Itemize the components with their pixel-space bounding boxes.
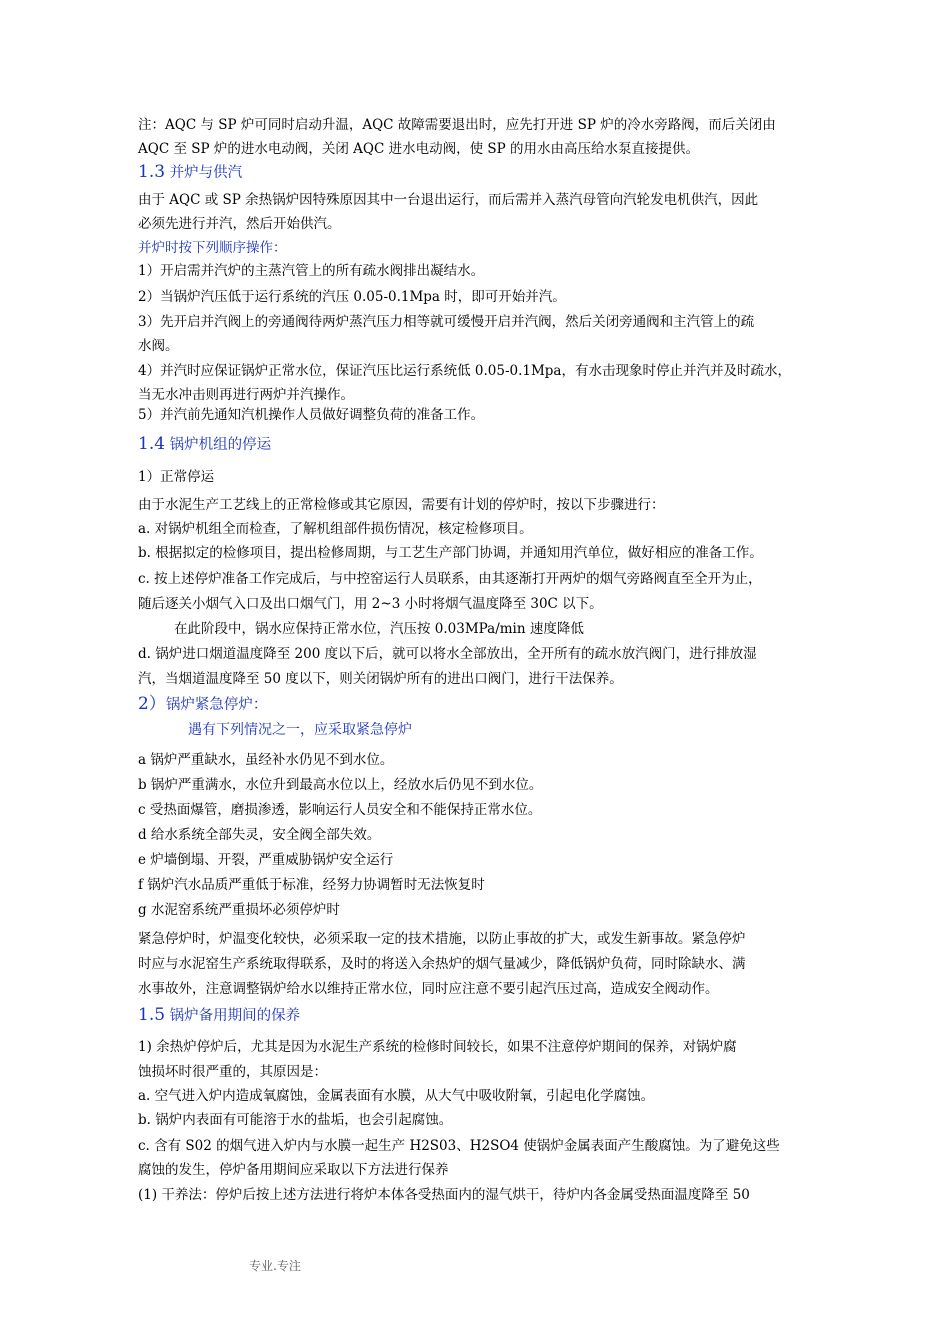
heading-text: 锅炉机组的停运 (165, 437, 272, 453)
page-footer: 专业.专注 (249, 1259, 301, 1273)
heading-1-4 (138, 435, 271, 454)
emergency-intro: 遇有下列情况之一，应采取紧急停炉 (188, 722, 412, 738)
list-item: a 锅炉严重缺水，虽经补水仍见不到水位。 (138, 752, 394, 768)
list-item-cont: 当无水冲击则再进行两炉并汽操作。 (138, 387, 354, 403)
list-item: b. 根据拟定的检修项目，提出检修周期，与工艺生产部门协调，并通知用汽单位，做好相应的准备工作。 (138, 545, 763, 561)
heading-number: 1.3 (138, 162, 166, 182)
heading-emergency-stop (138, 695, 267, 714)
heading-number: 1.4 (138, 434, 166, 454)
heading-1-3 (138, 163, 242, 182)
list-item-cont: 随后逐关小烟气入口及出口烟气门，用 2~3 小时将烟气温度降至 30C 以下。 (138, 596, 603, 612)
paragraph-line: 必须先进行并汽，然后开始供汽。 (138, 216, 341, 232)
paragraph-line: 由于 AQC 或 SP 余热锅炉因特殊原因其中一台退出运行，而后需并入蒸汽母管向汽轮发电机供汽，因此 (138, 192, 759, 208)
heading-text: 并炉与供汽 (165, 165, 243, 181)
list-item: a. 空气进入炉内造成氧腐蚀，金属表面有水膜，从大气中吸收附氧，引起电化学腐蚀。 (138, 1088, 655, 1104)
list-item: f 锅炉汽水品质严重低于标准，经努力协调暂时无法恢复时 (138, 877, 485, 893)
list-item: 2）当锅炉汽压低于运行系统的汽压 0.05-0.1Mpa 时，即可开始并汽。 (138, 289, 566, 305)
list-item: 4）并汽时应保证锅炉正常水位，保证汽压比运行系统低 0.05-0.1Mpa，有水击现象时停止并汽并及时疏水， (138, 363, 791, 379)
paragraph-line: 由于水泥生产工艺线上的正常检修或其它原因，需要有计划的停炉时，按以下步骤进行： (138, 497, 665, 513)
subheading-normal-stop: 1）正常停运 (138, 469, 215, 485)
indented-line: 在此阶段中，锅水应保持正常水位，汽压按 0.03MPa/min 速度降低 (174, 621, 584, 637)
list-item: a. 对锅炉机组全而检查，了解机组部件损伤情况，核定检修项目。 (138, 521, 533, 537)
paragraph-line: 时应与水泥窑生产系统取得联系，及时的将送入余热炉的烟气量减少，降低锅炉负荷，同时除缺水、满 (138, 956, 746, 972)
list-item-cont: 腐蚀的发生，停炉备用期间应采取以下方法进行保养 (138, 1162, 449, 1178)
paragraph-line: 紧急停炉时，炉温变化较快，必须采取一定的技术措施，以防止事故的扩大，或发生新事故。紧急停炉 (138, 931, 746, 947)
list-item: d. 锅炉进口烟道温度降至 200 度以下后，就可以将水全部放出，全开所有的疏水放汽阀门，进行排放湿 (138, 646, 757, 662)
list-item: c. 含有 S02 的烟气进入炉内与水膜一起生产 H2S03、H2SO4 使锅炉金属表面产生酸腐蚀。为了避免这些 (138, 1138, 780, 1154)
heading-number: 1.5 (138, 1005, 166, 1025)
note-line-1: 注：AQC 与 SP 炉可同时启动升温，AQC 故障需要退出时，应先打开进 SP 炉的冷水旁路阀，而后关闭由 (138, 117, 776, 133)
list-item: b 锅炉严重满水，水位升到最高水位以上，经放水后仍见不到水位。 (138, 777, 543, 793)
heading-number: 2） (138, 694, 166, 714)
list-item-cont: 水阀。 (138, 338, 179, 354)
list-item: e 炉墙倒塌、开裂，严重威胁锅炉安全运行 (138, 852, 394, 868)
list-item-cont: 汽，当烟道温度降至 50 度以下，则关闭锅炉所有的进出口阀门，进行干法保养。 (138, 671, 623, 687)
list-item: d 给水系统全部失灵，安全阀全部失效。 (138, 827, 381, 843)
paragraph-line: 水事故外，注意调整锅炉给水以维持正常水位，同时应注意不要引起汽压过高，造成安全阀动作。 (138, 981, 719, 997)
list-item: g 水泥窑系统严重损坏必须停炉时 (138, 902, 340, 918)
list-item: (1) 干养法：停炉后按上述方法进行将炉本体各受热面内的湿气烘干，待炉内各金属受热面温度降至 50 (138, 1187, 750, 1203)
list-item: 5）并汽前先通知汽机操作人员做好调整负荷的准备工作。 (138, 407, 485, 423)
heading-1-5 (138, 1006, 300, 1025)
list-item: c 受热面爆管，磨损渗透，影响运行人员安全和不能保持正常水位。 (138, 802, 542, 818)
paragraph-line: 1) 余热炉停炉后，尤其是因为水泥生产系统的检修时间较长，如果不注意停炉期间的保养，对锅炉腐 (138, 1039, 737, 1055)
list-item: b. 锅炉内表面有可能溶于水的盐垢，也会引起腐蚀。 (138, 1112, 453, 1128)
list-item: c. 按上述停炉准备工作完成后，与中控窑运行人员联系，由其逐渐打开两炉的烟气旁路阀直至全开为止， (138, 571, 762, 587)
subheading-procedure: 并炉时按下列顺序操作： (138, 240, 287, 256)
list-item: 1）开启需并汽炉的主蒸汽管上的所有疏水阀排出凝结水。 (138, 263, 485, 279)
heading-text: 锅炉备用期间的保养 (165, 1008, 301, 1024)
list-item: 3）先开启并汽阀上的旁通阀待两炉蒸汽压力相等就可缓慢开启并汽阀，然后关闭旁通阀和主汽管上的疏 (138, 314, 755, 330)
paragraph-line: 蚀损坏时很严重的，其原因是： (138, 1064, 327, 1080)
heading-text: 锅炉紧急停炉： (165, 697, 268, 713)
note-line-2: AQC 至 SP 炉的进水电动阀，关闭 AQC 进水电动阀，使 SP 的用水由高压给水泵直接提供。 (138, 141, 699, 157)
